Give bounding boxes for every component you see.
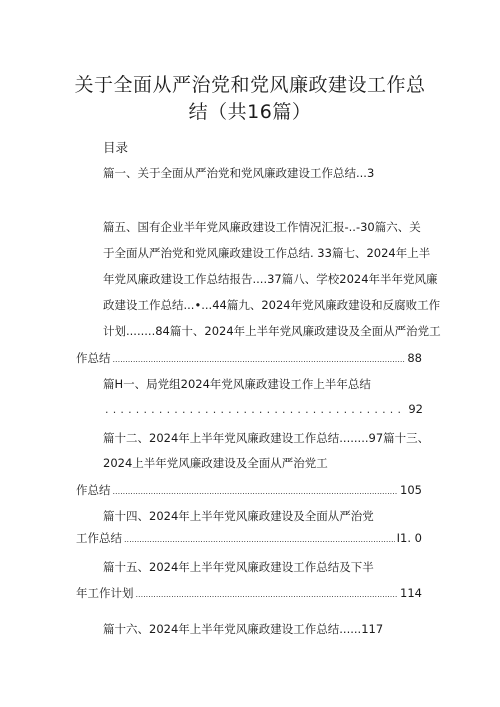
page-number: 114 — [400, 586, 422, 600]
toc-entry-12[interactable]: 篇十二、2024年上半年党风廉政建设工作总结........97篇十三、 — [103, 431, 430, 445]
toc-heading: 目录 — [103, 140, 129, 155]
page-number: 92 — [408, 402, 423, 416]
toc-para-line-5[interactable]: 计划........84篇十、2024年上半年党风廉政建设及全面从严治党工 — [103, 324, 441, 338]
page-number: 105 — [400, 483, 422, 497]
toc-entry-13-leader[interactable] — [76, 482, 422, 500]
title-line-1: 关于全面从严治党和党风廉政建设工作总 — [74, 74, 426, 96]
dot-leader — [136, 587, 399, 603]
toc-para-line-6[interactable] — [76, 350, 422, 368]
toc-para-line-1[interactable]: 篇五、国有企业半年党风廉政建设工作情况汇报-..-30篇六、关 — [103, 220, 421, 234]
toc-para-line-4[interactable]: 政建设工作总结...•...44篇九、2024年党风廉政建设和反腐败工作 — [103, 298, 441, 312]
toc-entry-15[interactable]: 篇十五、2024年上半年党风廉政建设工作总结及下半 — [103, 560, 374, 574]
dot-leader — [105, 402, 406, 418]
page-number: 88 — [407, 351, 422, 365]
toc-entry-14[interactable]: 篇十四、2024年上半年党风廉政建设及全面从严治党 — [103, 509, 374, 523]
toc-entry-16[interactable]: 篇十六、2024年上半年党风廉政建设工作总结......117 — [103, 622, 384, 636]
dot-leader — [113, 484, 399, 500]
toc-label: 年工作计划 — [76, 586, 134, 600]
toc-entry-13[interactable]: 2024上半年党风廉政建设及全面从严治党工 — [103, 456, 328, 470]
toc-label: 作总结 — [76, 351, 111, 365]
toc-entry-11-leader[interactable] — [103, 401, 423, 418]
toc-entry-11[interactable]: 篇H一、局党组2024年党风廉政建设工作上半年总结 — [103, 377, 371, 391]
page-number: I1. 0 — [396, 531, 422, 545]
toc-entry-15-leader[interactable] — [76, 585, 422, 603]
toc-entry-14-leader[interactable] — [76, 530, 422, 548]
toc-entry-1[interactable]: 篇一、关于全面从严治党和党风廉政建设工作总结...3 — [103, 166, 375, 180]
toc-label: 工作总结 — [76, 531, 122, 545]
dot-leader — [113, 352, 406, 368]
title-line-2: 结（共16篇） — [188, 101, 312, 123]
toc-para-line-2[interactable]: 于全面从严治党和党风廉政建设工作总结. 33篇七、2024年上半 — [103, 246, 431, 260]
toc-label: 作总结 — [76, 483, 111, 497]
dot-leader — [124, 532, 395, 548]
toc-para-line-3[interactable]: 年党风廉政建设工作总结报告....37篇八、学校2024年半年党风廉 — [103, 272, 438, 286]
document-title — [60, 72, 440, 126]
